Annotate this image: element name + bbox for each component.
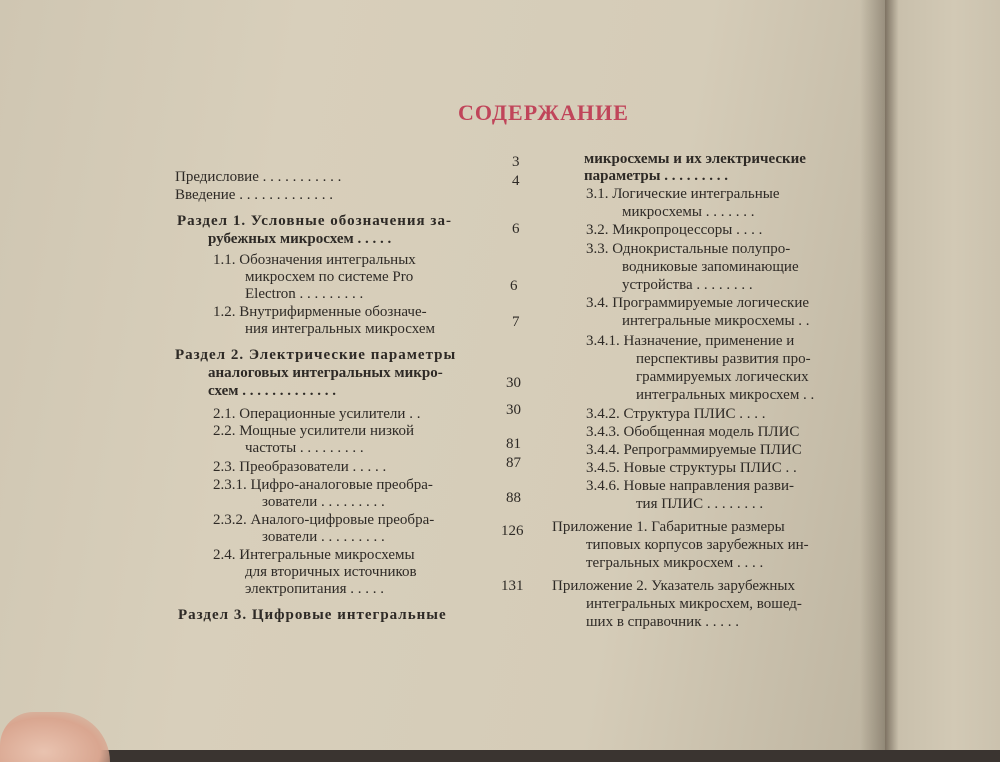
toc-entry-2-2-cont: частоты . . . . . . . . . [245, 440, 364, 456]
toc-entry-appendix-1-cont: типовых корпусов зарубежных ин- [586, 537, 809, 553]
gutter-shadow [860, 0, 885, 750]
toc-entry-3-4-cont: интегральные микросхемы . . [622, 313, 810, 329]
page-number: 7 [512, 314, 520, 330]
toc-entry-appendix-1: Приложение 1. Габаритные размеры [552, 519, 785, 535]
toc-entry-3-2: 3.2. Микропроцессоры . . . . [586, 222, 763, 238]
toc-entry-3-4-5: 3.4.5. Новые структуры ПЛИС . . [586, 460, 797, 476]
toc-entry-3-3: 3.3. Однокристальные полупро- [586, 241, 791, 257]
toc-section-3-heading-cont: микросхемы и их электрические [584, 151, 806, 167]
toc-entry-1-1: 1.1. Обозначения интегральных [213, 252, 416, 268]
toc-entry-3-4-1: 3.4.1. Назначение, применение и [586, 333, 795, 349]
toc-entry-2-3-2-cont: зователи . . . . . . . . . [262, 529, 385, 545]
toc-entry-2-3-1: 2.3.1. Цифро-аналоговые преобра- [213, 477, 433, 493]
page-number: 126 [501, 523, 524, 539]
toc-entry-1-2: 1.2. Внутрифирменные обозначе- [213, 304, 427, 320]
toc-entry-3-4-2: 3.4.2. Структура ПЛИС . . . . [586, 406, 766, 422]
toc-entry-preface: Предисловие . . . . . . . . . . . [175, 169, 342, 185]
page-number: 87 [506, 455, 521, 471]
toc-entry-3-1-cont: микросхемы . . . . . . . [622, 204, 755, 220]
toc-entry-2-3-1-cont: зователи . . . . . . . . . [262, 494, 385, 510]
toc-entry-3-4-1-cont: интегральных микросхем . . [636, 387, 815, 403]
page-number: 4 [512, 173, 520, 189]
toc-entry-appendix-1-cont: тегральных микросхем . . . . [586, 555, 764, 571]
page-number: 88 [506, 490, 521, 506]
toc-entry-2-3: 2.3. Преобразователи . . . . . [213, 459, 387, 475]
toc-section-2-heading-cont: схем . . . . . . . . . . . . . [208, 383, 336, 399]
toc-section-2-heading: Раздел 2. Электрические параметры [175, 347, 457, 363]
toc-entry-1-2-cont: ния интегральных микросхем [245, 321, 436, 337]
toc-entry-2-2: 2.2. Мощные усилители низкой [213, 423, 414, 439]
toc-entry-appendix-2: Приложение 2. Указатель зарубежных [552, 578, 796, 594]
toc-entry-3-3-cont: устройства . . . . . . . . [622, 277, 753, 293]
toc-entry-appendix-2-cont: ших в справочник . . . . . [586, 614, 739, 630]
toc-entry-2-1: 2.1. Операционные усилители . . [213, 406, 421, 422]
toc-entry-3-4-6-cont: тия ПЛИС . . . . . . . . [636, 496, 764, 512]
page-title: СОДЕРЖАНИЕ [458, 100, 629, 125]
toc-entry-1-1-cont: Electron . . . . . . . . . [245, 286, 364, 302]
toc-section-1-heading: Раздел 1. Условные обозначения за- [177, 213, 452, 229]
toc-entry-appendix-2-cont: интегральных микросхем, вошед- [586, 596, 802, 612]
page-number: 81 [506, 436, 521, 452]
next-page-edge [885, 0, 1000, 750]
page-number: 30 [506, 375, 521, 391]
toc-entry-2-4: 2.4. Интегральные микросхемы [213, 547, 415, 563]
toc-entry-3-1: 3.1. Логические интегральные [586, 186, 780, 202]
toc-section-1-heading-cont: рубежных микросхем . . . . . [208, 231, 392, 247]
toc-section-3-heading-cont: параметры . . . . . . . . . [584, 168, 728, 184]
toc-section-3-heading: Раздел 3. Цифровые интегральные [178, 607, 447, 623]
toc-entry-1-1-cont: микросхем по системе Pro [245, 269, 414, 285]
toc-entry-2-4-cont: для вторичных источников [245, 564, 417, 580]
page-number: 30 [506, 402, 521, 418]
toc-entry-3-4-4: 3.4.4. Репрограммируемые ПЛИС [586, 442, 802, 458]
toc-entry-3-3-cont: водниковые запоминающие [622, 259, 799, 275]
toc-section-2-heading-cont: аналоговых интегральных микро- [208, 365, 443, 381]
page-number: 6 [512, 221, 520, 237]
toc-entry-2-3-2: 2.3.2. Аналого-цифровые преобра- [213, 512, 435, 528]
page-number: 131 [501, 578, 524, 594]
toc-entry-3-4: 3.4. Программируемые логические [586, 295, 810, 311]
toc-entry-3-4-1-cont: перспективы развития про- [636, 351, 811, 367]
toc-entry-3-4-1-cont: граммируемых логических [636, 369, 809, 385]
toc-entry-introduction: Введение . . . . . . . . . . . . . [175, 187, 333, 203]
page-number: 6 [510, 278, 518, 294]
page-number: 3 [512, 154, 520, 170]
toc-entry-2-4-cont: электропитания . . . . . [245, 581, 385, 597]
toc-entry-3-4-6: 3.4.6. Новые направления разви- [586, 478, 794, 494]
toc-entry-3-4-3: 3.4.3. Обобщенная модель ПЛИС [586, 424, 800, 440]
